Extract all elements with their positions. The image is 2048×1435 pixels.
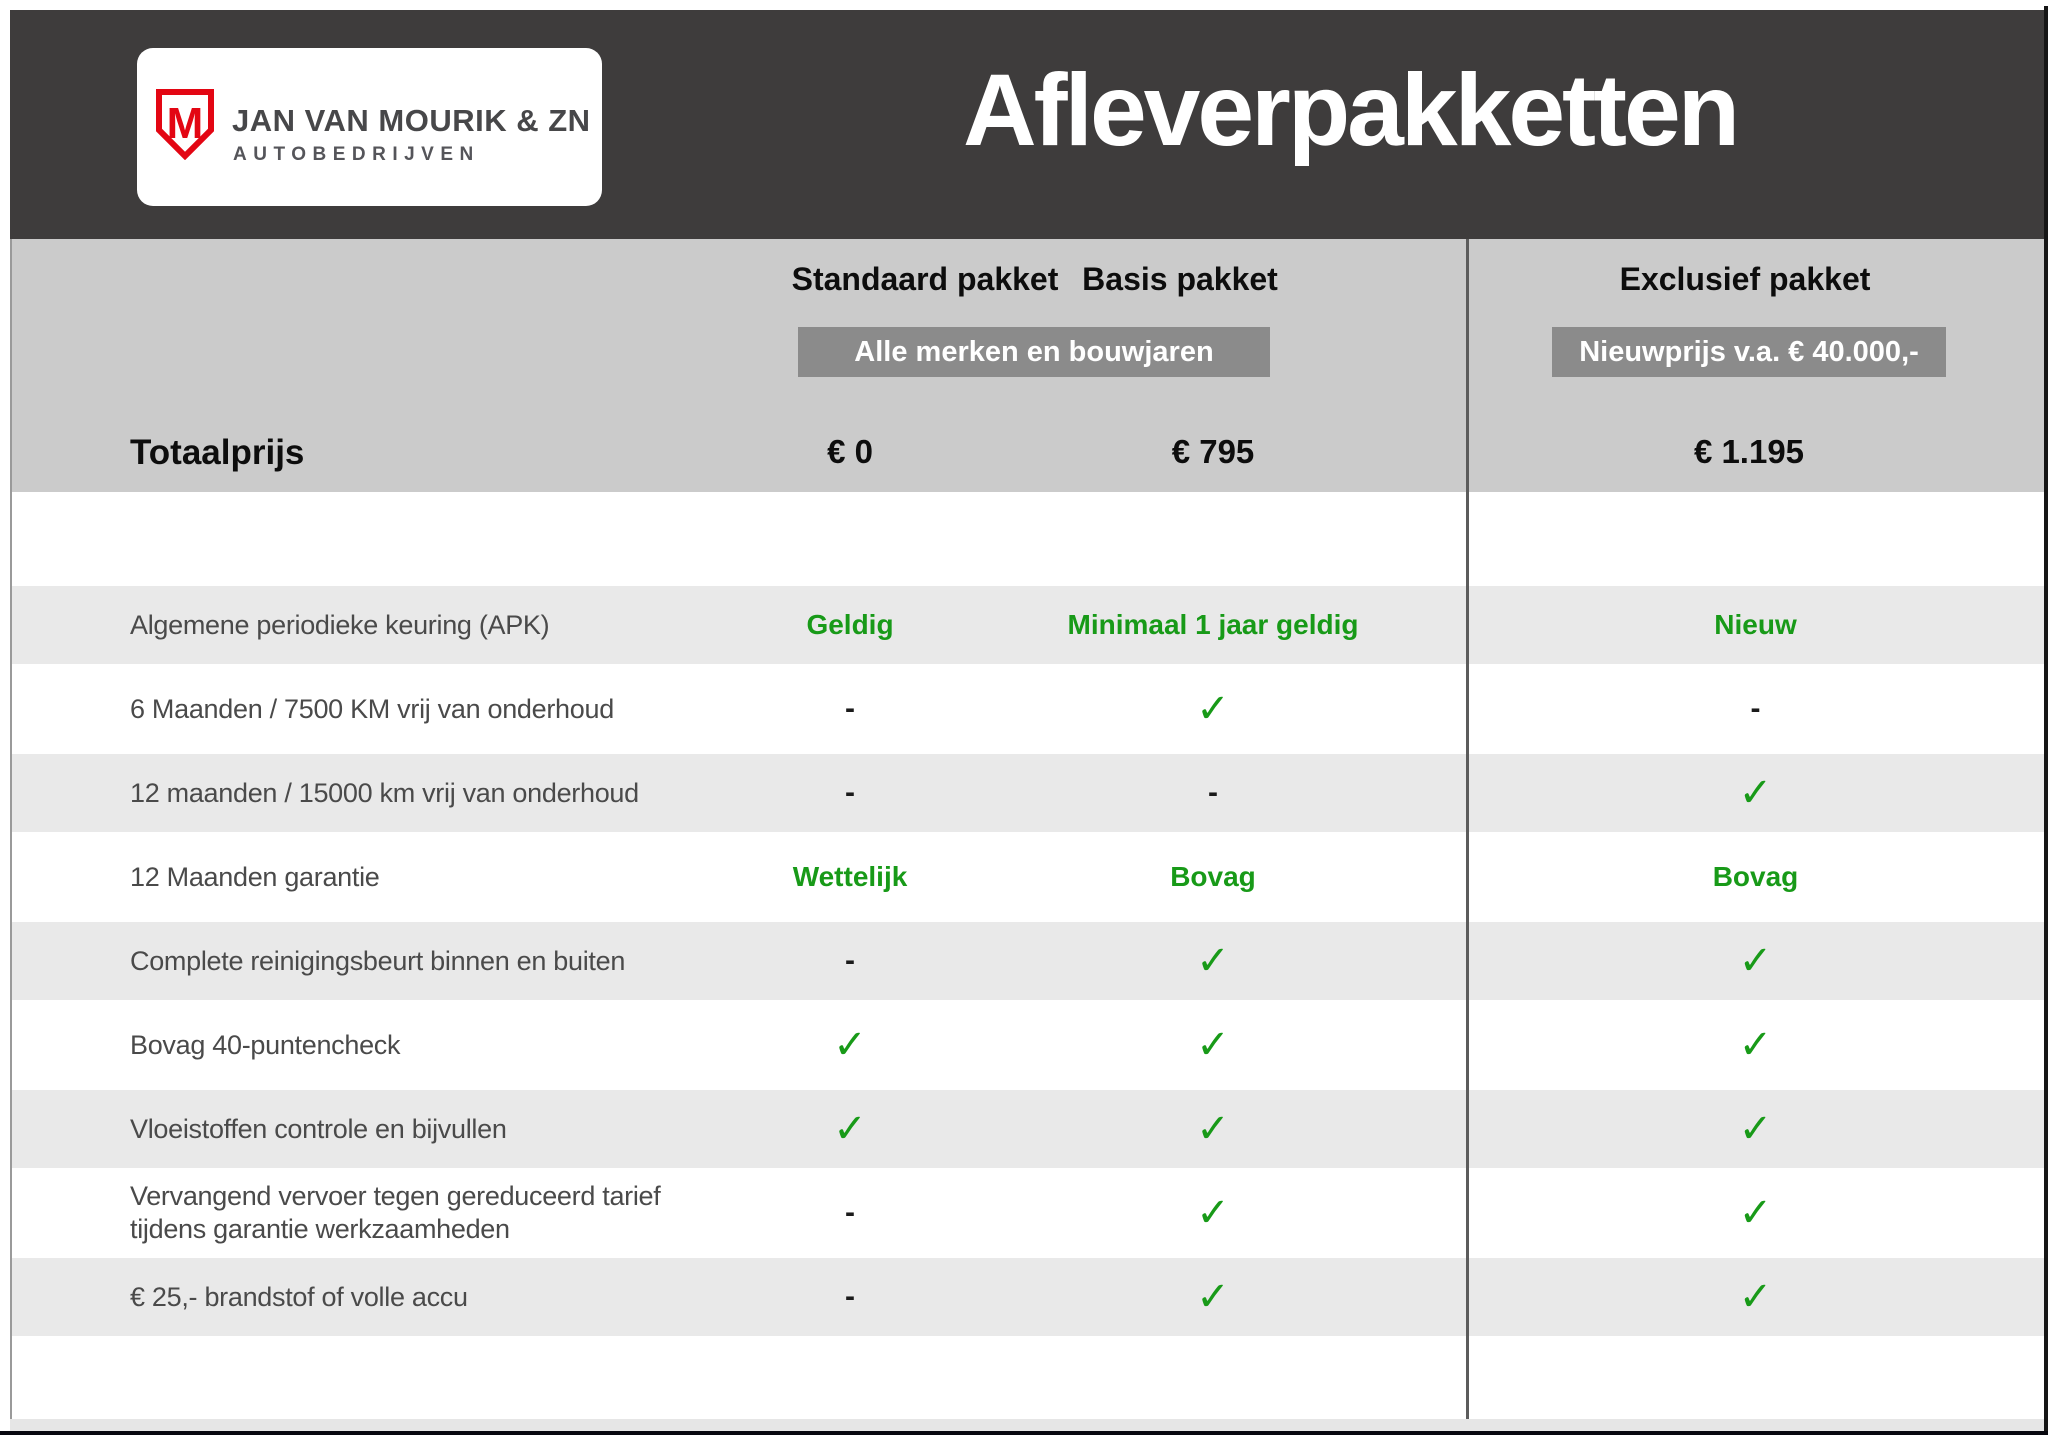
check-icon: ✓: [1196, 1190, 1230, 1236]
value-cell: [660, 664, 1040, 754]
value-cell: [1467, 754, 2044, 832]
check-icon: ✓: [1196, 686, 1230, 732]
badge-alle-merken: Alle merken en bouwjaren: [798, 327, 1270, 377]
value-cell: [1467, 1000, 2044, 1090]
total-price-standaard: € 0: [827, 433, 873, 470]
check-icon: ✓: [1738, 938, 1773, 984]
value-cell: [1467, 1168, 2044, 1258]
value-cell: [1040, 1090, 1386, 1168]
spacer-cell: [1386, 1000, 1467, 1090]
spacer-cell: [1386, 586, 1467, 664]
dash-icon: -: [845, 692, 855, 725]
row-label: Algemene periodieke keuring (APK): [130, 609, 550, 640]
check-icon: ✓: [1196, 938, 1230, 984]
value-text: Bovag: [1712, 861, 1799, 892]
table-row: [10, 1090, 2044, 1168]
check-icon: ✓: [1738, 1190, 1773, 1236]
dash-icon: -: [845, 944, 855, 977]
table-row: [10, 664, 2044, 754]
check-icon: ✓: [833, 1022, 867, 1068]
table-row: [10, 832, 2044, 922]
spacer-cell: [1386, 1168, 1467, 1258]
spacer-cell: [1386, 922, 1467, 1000]
brand-subtitle: AUTOBEDRIJVEN: [233, 144, 480, 165]
value-cell: [660, 1168, 1040, 1258]
value-cell: [660, 832, 1040, 922]
table-row: [10, 586, 2044, 664]
dash-icon: -: [845, 1196, 855, 1229]
check-icon: ✓: [1196, 1106, 1230, 1152]
value-cell: [660, 586, 1040, 664]
value-cell: [1040, 754, 1386, 832]
column-header-basis: Basis pakket: [1082, 261, 1278, 297]
check-icon: ✓: [1738, 770, 1773, 816]
value-cell: [660, 1090, 1040, 1168]
row-label: Vloeistoffen controle en bijvullen: [130, 1113, 507, 1144]
table-row: [10, 1168, 2044, 1258]
check-icon: ✓: [833, 1106, 867, 1152]
total-price-basis: € 795: [1171, 433, 1255, 470]
value-cell: [1467, 832, 2044, 922]
table-row: [10, 1000, 2044, 1090]
spacer-cell: [1386, 832, 1467, 922]
spacer-cell: [1386, 754, 1467, 832]
spacer-cell: [1386, 1090, 1467, 1168]
dash-icon: -: [845, 776, 855, 809]
value-text: Bovag: [1170, 861, 1256, 892]
value-cell: [660, 754, 1040, 832]
dash-icon: -: [1208, 776, 1218, 809]
value-cell: [1467, 1090, 2044, 1168]
check-icon: ✓: [1738, 1022, 1773, 1068]
check-icon: ✓: [1196, 1274, 1230, 1320]
page-bottom-border: [0, 1431, 2048, 1435]
check-icon: ✓: [1738, 1106, 1773, 1152]
row-label: Bovag 40-puntencheck: [130, 1029, 401, 1060]
value-text: Minimaal 1 jaar geldig: [1067, 609, 1359, 640]
value-cell: [1040, 664, 1386, 754]
brand-logo: [137, 48, 602, 206]
row-label: 6 Maanden / 7500 KM vrij van onderhoud: [130, 693, 614, 724]
brand-name: JAN VAN MOURIK & ZN: [232, 103, 591, 138]
section-divider-line: [1466, 239, 1469, 1431]
value-cell: [1040, 922, 1386, 1000]
value-cell: [1467, 586, 2044, 664]
spacer-cell: [1386, 664, 1467, 754]
row-label: Complete reinigingsbeurt binnen en buiten: [130, 945, 626, 976]
table-row: [10, 922, 2044, 1000]
table-row: [10, 754, 2044, 832]
value-cell: [660, 922, 1040, 1000]
dash-icon: -: [1750, 692, 1761, 725]
value-text: Nieuw: [1714, 609, 1797, 640]
total-price-label: Totaalprijs: [130, 433, 305, 472]
page-title: Afleverpakketten: [962, 53, 1738, 167]
column-header-exclusief: Exclusief pakket: [1619, 261, 1871, 297]
spacer-cell: [1386, 1258, 1467, 1336]
value-cell: [1467, 922, 2044, 1000]
value-cell: [1040, 1000, 1386, 1090]
table-row: [10, 1258, 2044, 1336]
value-cell: [1467, 1258, 2044, 1336]
check-icon: ✓: [1738, 1274, 1773, 1320]
value-cell: [1040, 1168, 1386, 1258]
row-label: Vervangend vervoer tegen gereduceerd tarief tijdens garantie werkzaamheden: [130, 1181, 661, 1244]
row-label: € 25,- brandstof of volle accu: [130, 1281, 468, 1312]
total-price-exclusief: € 1.195: [1693, 433, 1805, 470]
column-header-standaard: Standaard pakket: [791, 261, 1059, 297]
badge-nieuwprijs: Nieuwprijs v.a. € 40.000,-: [1552, 327, 1946, 377]
footer-strip: [10, 1419, 2044, 1431]
brand-shield-icon: [155, 88, 215, 160]
value-cell: [1040, 832, 1386, 922]
page-right-border: [2044, 6, 2048, 1435]
value-cell: [660, 1258, 1040, 1336]
row-label: 12 maanden / 15000 km vrij van onderhoud: [130, 777, 639, 808]
table-left-border: [10, 239, 12, 1419]
feature-table: [10, 586, 2044, 1336]
value-text: Geldig: [806, 609, 894, 640]
row-label: 12 Maanden garantie: [130, 861, 380, 892]
value-cell: [1040, 586, 1386, 664]
dash-icon: -: [845, 1280, 855, 1313]
value-cell: [1467, 664, 2044, 754]
svg-text:M: M: [166, 99, 204, 148]
value-text: Wettelijk: [792, 861, 908, 892]
value-cell: [660, 1000, 1040, 1090]
value-cell: [1040, 1258, 1386, 1336]
check-icon: ✓: [1196, 1022, 1230, 1068]
